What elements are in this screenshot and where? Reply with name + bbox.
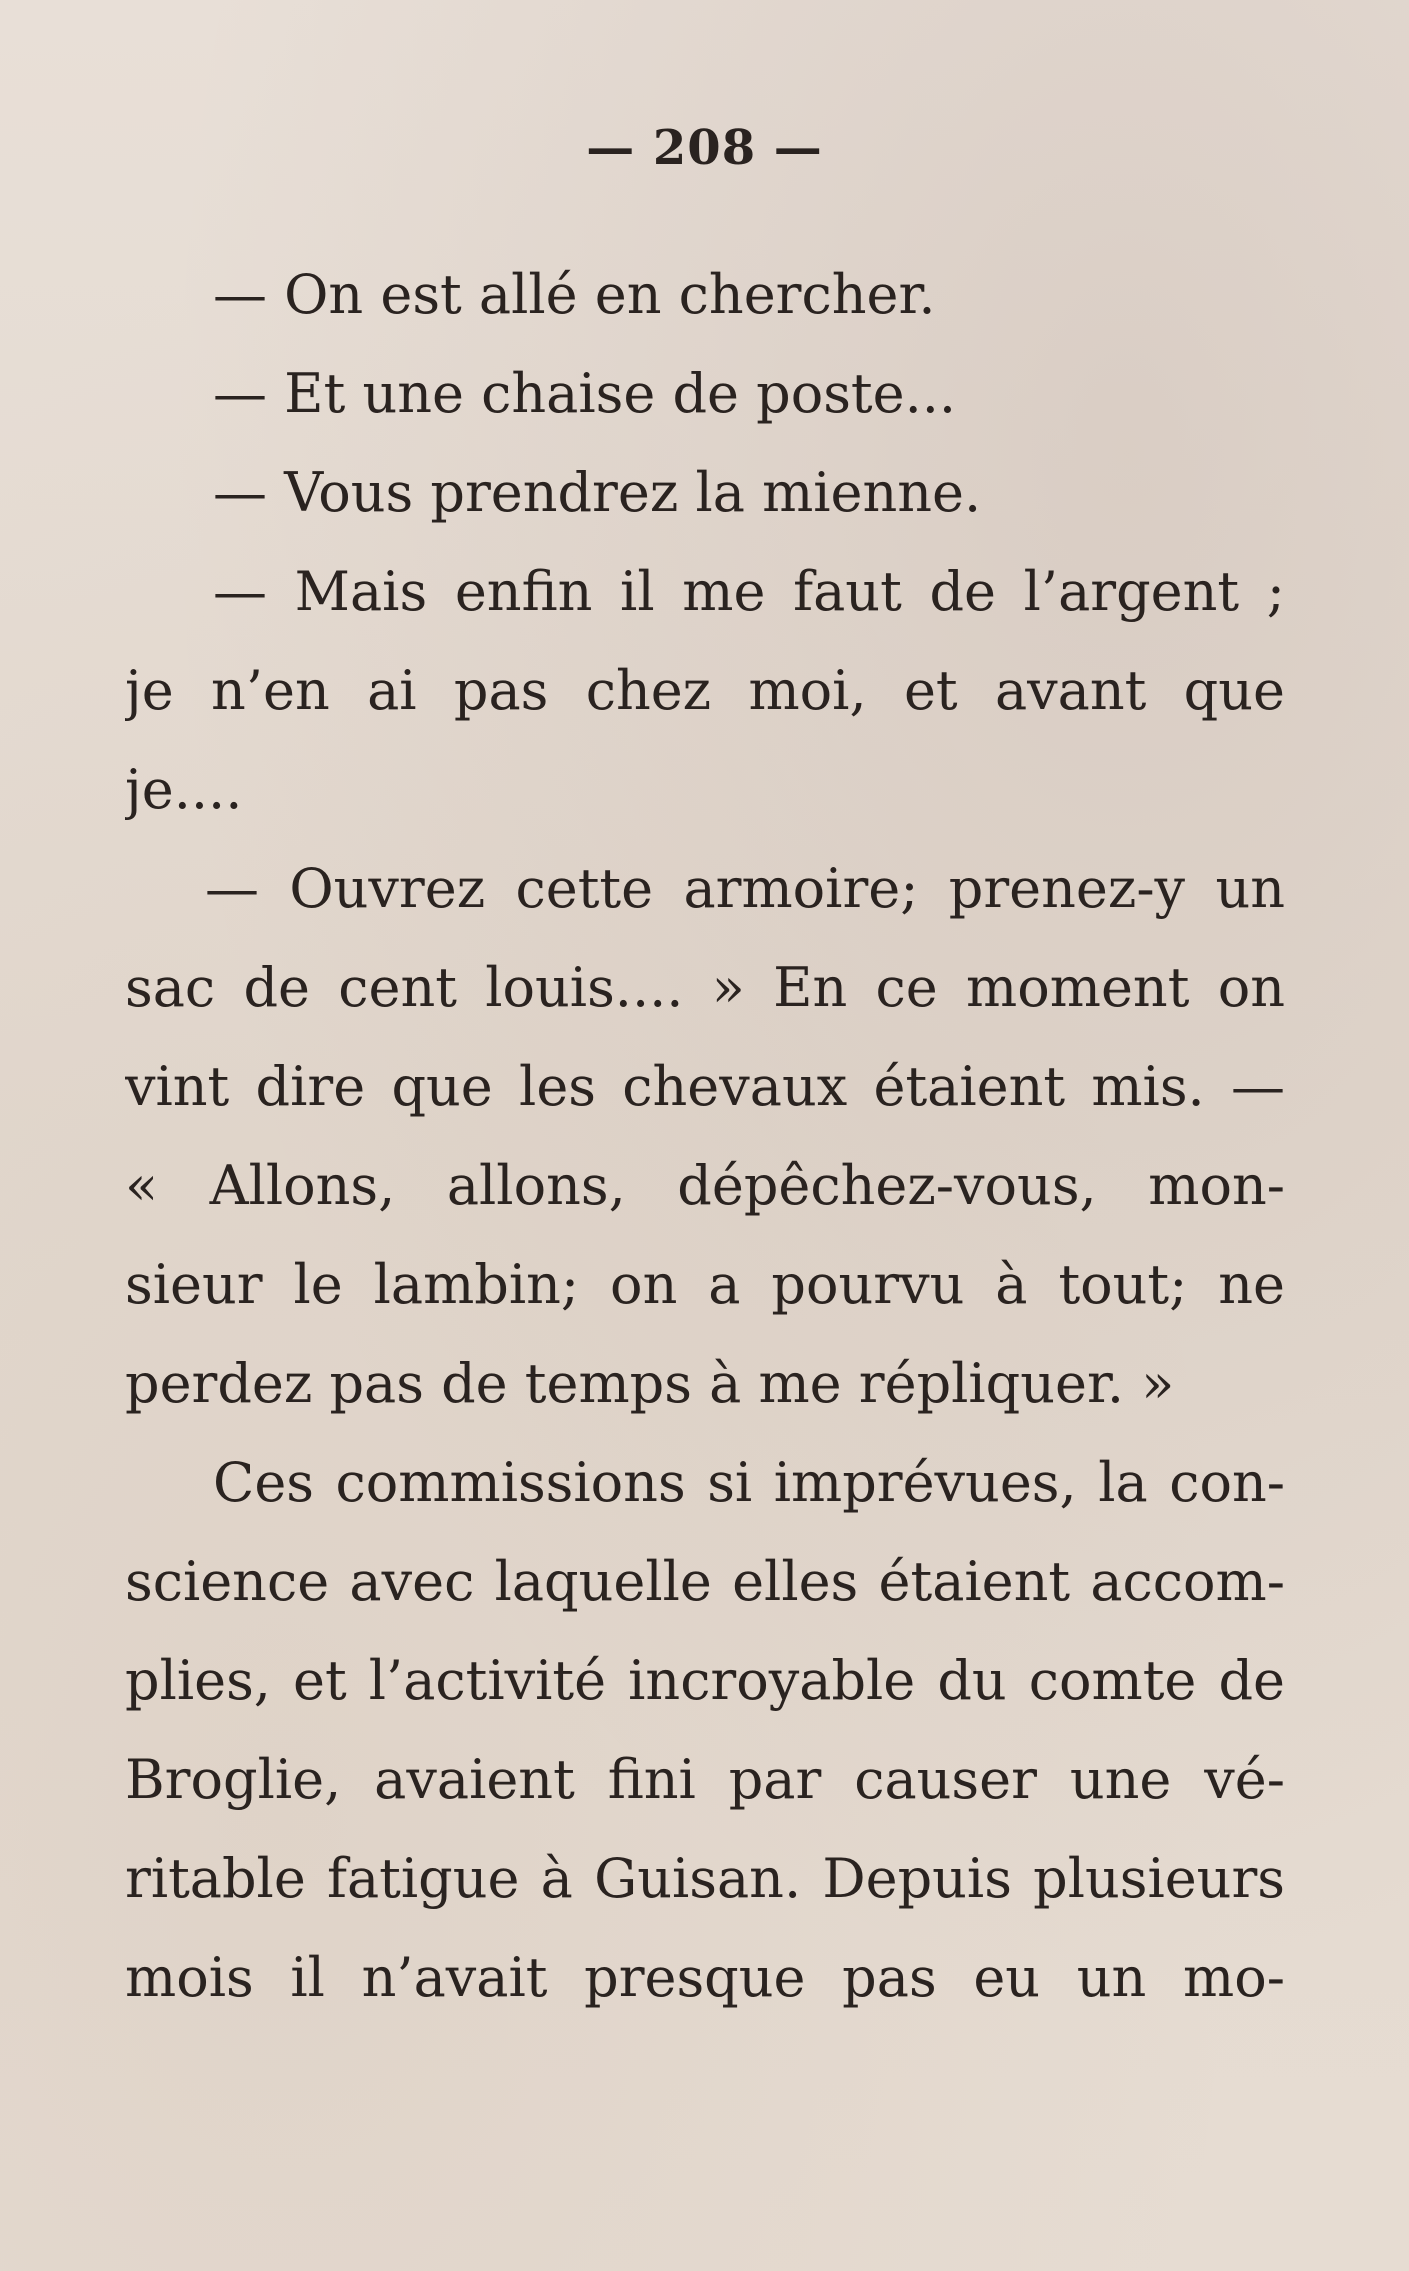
text-line: mois il n’avait presque pas eu un mo- [125,1946,1285,2009]
text-line: plies, et l’activité incroyable du comte de [125,1649,1285,1712]
text-line: — Vous prendrez la mienne. [213,461,982,524]
text-line: sac de cent louis.... » En ce moment on [125,956,1285,1019]
text-line: — Et une chaise de poste... [213,362,957,425]
text-line: sieur le lambin; on a pourvu à tout; ne [125,1253,1285,1316]
text-line: — Ouvrez cette armoire; prenez-y un [205,857,1285,920]
text-line: je n’en ai pas chez moi, et avant que [125,659,1285,722]
text-line: « Allons, allons, dépêchez-vous, mon- [125,1154,1285,1217]
text-line: Broglie, avaient fini par causer une vé- [125,1748,1285,1811]
text-line: vint dire que les chevaux étaient mis. — [125,1055,1285,1118]
text-line: — Mais enfin il me faut de l’argent ; [213,560,1285,623]
text-line: Ces commissions si imprévues, la con- [213,1451,1285,1514]
text-line: science avec laquelle elles étaient accom- [125,1550,1285,1613]
text-line: ritable fatigue à Guisan. Depuis plusieurs [125,1847,1285,1910]
page-number: — 208 — [586,120,823,176]
text-line: je.... [125,758,243,821]
text-line: — On est allé en chercher. [213,263,936,326]
body-text [125,245,1285,2027]
text-line: perdez pas de temps à me répliquer. » [125,1352,1175,1415]
